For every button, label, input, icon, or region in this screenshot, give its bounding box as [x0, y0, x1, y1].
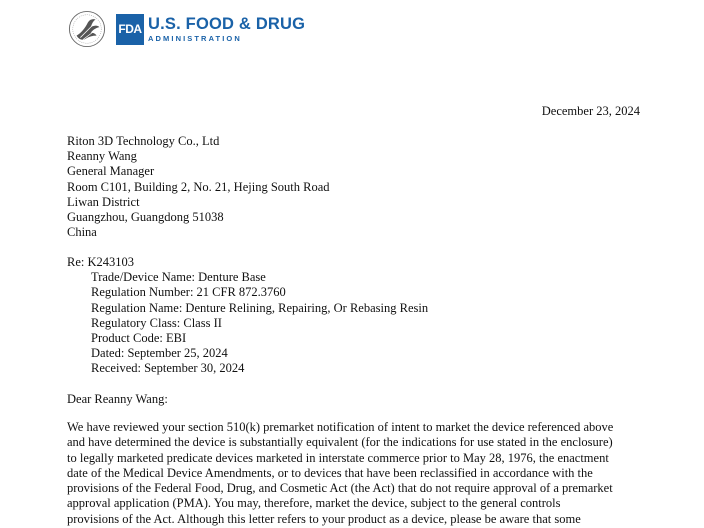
body-line: provisions of the Federal Food, Drug, and Cosmetic Act (the Act) that do not require approval of a premarket: [67, 481, 613, 496]
fda-badge: FDA: [116, 14, 144, 45]
address-line: Guangzhou, Guangdong 51038: [67, 210, 224, 225]
reference-block: [67, 255, 428, 377]
salutation: Dear Reanny Wang:: [67, 392, 168, 406]
reference-line: Regulation Number: 21 CFR 872.3760: [91, 285, 286, 300]
reference-line: Regulatory Class: Class II: [91, 315, 222, 330]
body-line: provisions of the Act. Although this letter refers to your product as a device, please be aware that some: [67, 511, 581, 526]
address-line: Reanny Wang: [67, 149, 137, 164]
reference-line: Trade/Device Name: Denture Base: [91, 270, 266, 285]
address-line: China: [67, 225, 97, 240]
body-line: approval application (PMA). You may, therefore, market the device, subject to the general controls: [67, 496, 561, 511]
body-line: to legally marketed predicate devices marketed in interstate commerce prior to May 28, 1976, the enactment: [67, 450, 609, 465]
reference-line: Product Code: EBI: [91, 331, 187, 346]
letterhead: [68, 8, 305, 50]
reference-line: Received: September 30, 2024: [91, 361, 245, 376]
recipient-address: [67, 134, 330, 240]
address-line: Riton 3D Technology Co., Ltd: [67, 134, 220, 148]
hhs-eagle-seal-icon: [68, 10, 106, 48]
body-paragraph: [67, 420, 649, 527]
address-line: General Manager: [67, 164, 155, 179]
fda-wordmark: [148, 14, 305, 45]
body-line: and have determined the device is substantially equivalent (for the indications for use stated in the enclosure): [67, 435, 613, 450]
body-line: date of the Medical Device Amendments, or to devices that have been reclassified in accordance with the: [67, 465, 593, 480]
letter-date: December 23, 2024: [541, 104, 640, 118]
agency-name: U.S. FOOD & DRUG: [148, 14, 306, 33]
address-line: Room C101, Building 2, No. 21, Hejing South Road: [67, 179, 330, 194]
reference-number: Re: K243103: [67, 255, 135, 269]
reference-line: Regulation Name: Denture Relining, Repairing, Or Rebasing Resin: [91, 300, 429, 315]
agency-subtitle: ADMINISTRATION: [148, 33, 242, 43]
address-line: Liwan District: [67, 194, 140, 209]
reference-line: Dated: September 25, 2024: [91, 346, 228, 361]
body-line: We have reviewed your section 510(k) premarket notification of intent to market the device referenced above: [67, 420, 614, 434]
